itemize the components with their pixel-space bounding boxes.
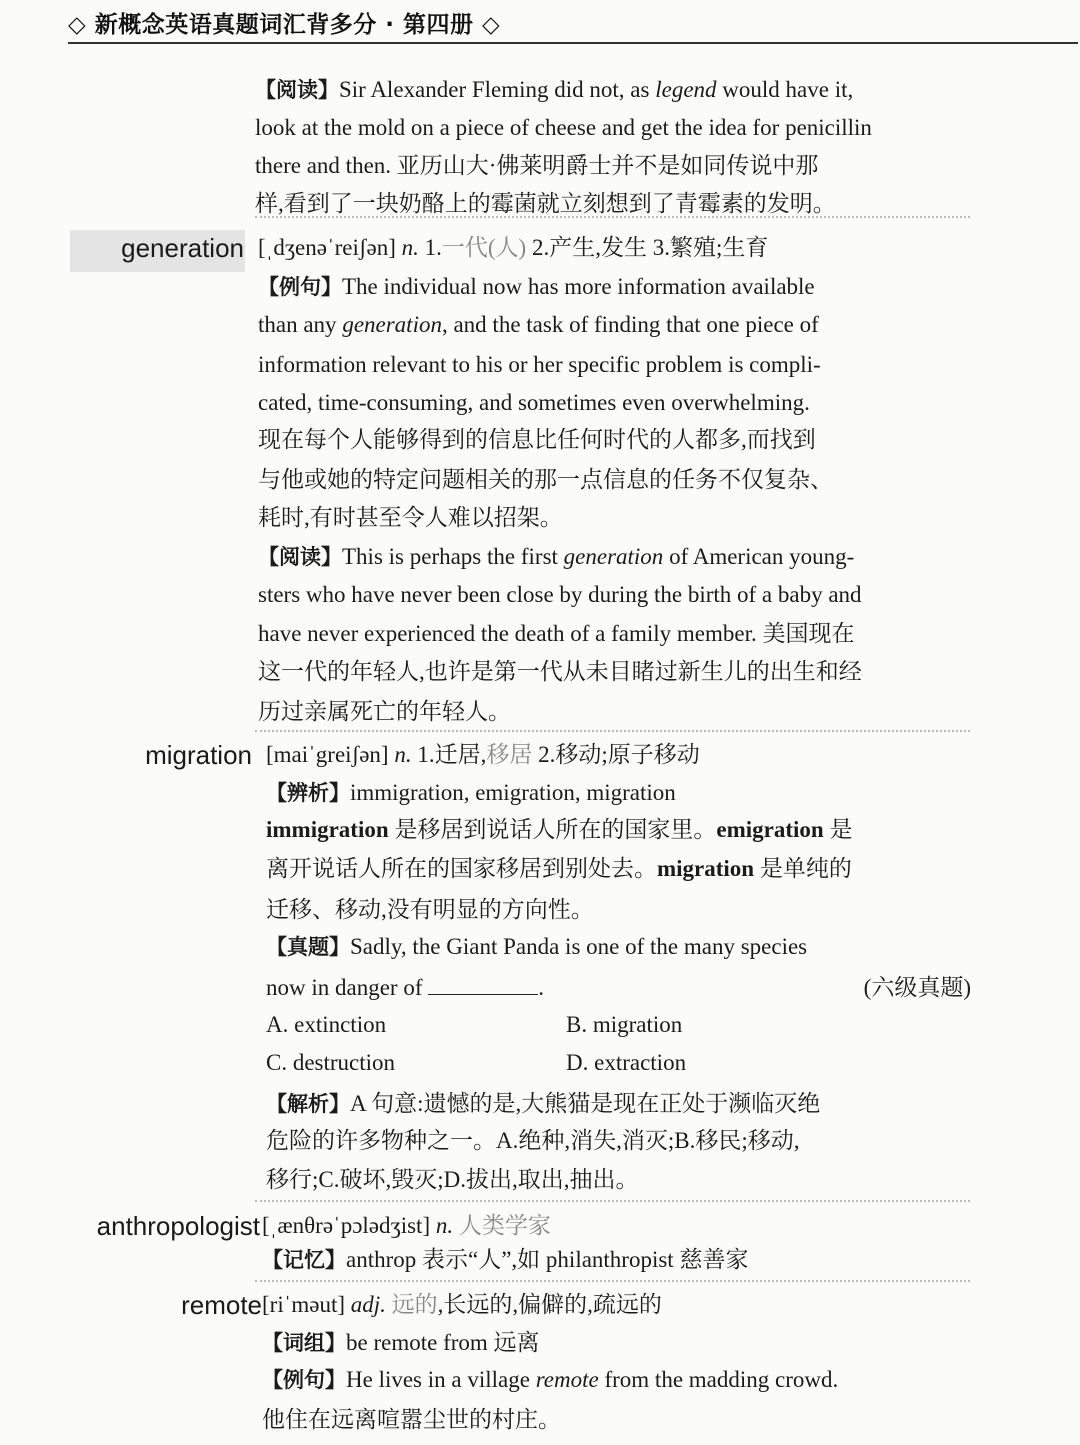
text-segment: 耗时,有时甚至令人难以招架。: [258, 505, 563, 530]
headword: migration: [145, 740, 252, 770]
text-segment: [maiˈgreiʃən]: [266, 742, 395, 767]
text-segment: [riˈməut]: [262, 1292, 351, 1317]
text-line: [266, 853, 852, 885]
text-line: [255, 112, 872, 144]
text-segment: 他住在远离喧嚣尘世的村庄。: [262, 1407, 561, 1432]
text-segment: 历过亲属死亡的年轻人。: [258, 699, 511, 724]
text-segment: The individual now has more information available: [342, 274, 815, 299]
text-segment: 是单纯的: [754, 856, 852, 881]
text-segment: 与他或她的特定问题相关的那一点信息的任务不仅复杂、: [258, 467, 833, 492]
text-segment: emigration: [716, 817, 824, 842]
text-segment: migration: [657, 856, 755, 881]
text-segment: A. extinction: [266, 1012, 387, 1037]
text-segment: n.: [401, 235, 419, 260]
text-segment: 一代(人): [441, 235, 527, 260]
text-line: [266, 1009, 682, 1041]
text-segment: 远的: [391, 1292, 438, 1317]
text-line: [262, 1327, 540, 1359]
text-line: [258, 464, 833, 496]
text-segment: 离开说话人所在的国家移居到别处去。: [266, 856, 657, 881]
text-line: [258, 579, 862, 611]
section-label: 【例句】: [258, 275, 342, 299]
text-cell: [266, 972, 824, 1004]
text-segment: 2.产生,发生 3.繁殖;生育: [526, 235, 769, 260]
text-segment: 迁移、移动,没有明显的方向性。: [266, 897, 594, 922]
answer-option: B. migration: [566, 1012, 683, 1037]
text-line: [258, 502, 563, 534]
text-line: [266, 739, 700, 771]
running-header: ◇ 新概念英语真题词汇背多分 · 第四册 ◇: [68, 12, 501, 38]
text-segment: 是: [823, 817, 853, 842]
text-line: [258, 271, 815, 303]
text-line: [266, 1125, 799, 1157]
section-label: 【辨析】: [266, 781, 350, 805]
text-segment: of American young-: [663, 544, 855, 569]
text-segment: 这一代的年轻人,也许是第一代从未目睹过新生儿的出生和经: [258, 659, 862, 684]
text-segment: 是移居到说话人所在的国家里。: [388, 817, 717, 842]
section-label: 【真题】: [266, 935, 350, 959]
text-line: [262, 1244, 748, 1276]
text-cell: [266, 1009, 566, 1041]
headword: remote: [181, 1290, 262, 1320]
answer-blank: [428, 974, 538, 995]
text-segment: ,长远的,偏僻的,疏远的: [437, 1292, 662, 1317]
text-line: [262, 1364, 838, 1396]
text-line: [266, 1088, 820, 1120]
headword: generation: [121, 233, 244, 263]
text-line: [266, 894, 594, 926]
text-segment: [ˌdʒenəˈreiʃən]: [258, 235, 402, 260]
text-segment: immigration: [266, 817, 389, 842]
text-segment: n.: [394, 742, 412, 767]
text-line: [266, 814, 852, 846]
text-line: [258, 424, 816, 456]
entry-divider: [255, 1280, 970, 1282]
text-segment: .: [538, 975, 544, 1000]
text-segment: anthrop 表示“人”,如 philanthropist 慈善家: [346, 1247, 749, 1272]
text-segment: C. destruction: [266, 1050, 396, 1075]
section-label: 【解析】: [266, 1092, 350, 1116]
text-segment: 现在每个人能够得到的信息比任何时代的人都多,而找到: [258, 427, 816, 452]
text-segment: 人类学家: [458, 1213, 551, 1238]
text-line: [266, 777, 676, 809]
text-cell: [266, 1047, 566, 1079]
text-segment: Sadly, the Giant Panda is one of the many species: [350, 934, 808, 959]
text-line: [255, 150, 818, 182]
text-line: [266, 931, 807, 963]
text-line: [262, 1404, 561, 1436]
text-segment: information relevant to his or her specific problem is compli-: [258, 352, 821, 377]
text-segment: immigration, emigration, migration: [350, 780, 676, 805]
section-label: 【阅读】: [255, 78, 339, 102]
entry-divider: [255, 216, 970, 218]
text-line: [266, 1047, 686, 1079]
text-segment: Sir Alexander Fleming did not, as: [339, 77, 656, 102]
text-segment: , and the task of finding that one piece of: [441, 312, 819, 337]
text-line: [258, 309, 819, 341]
text-segment: than any: [258, 312, 343, 337]
text-line: [258, 232, 768, 264]
text-line: [266, 972, 971, 1004]
text-segment: This is perhaps the first: [342, 544, 564, 569]
headword: anthropologist: [96, 1211, 260, 1241]
answer-option: D. extraction: [566, 1050, 687, 1075]
text-segment: there and then. 亚历山大·佛莱明爵士并不是如同传说中那: [255, 153, 819, 178]
section-label: 【阅读】: [258, 545, 342, 569]
text-segment: 移行;C.破坏,毁灭;D.拔出,取出,抽出。: [266, 1167, 639, 1192]
text-segment: 危险的许多物种之一。A.绝种,消失,消灭;B.移民;移动,: [266, 1128, 800, 1153]
text-segment: 样,看到了一块奶酪上的霉菌就立刻想到了青霉素的发明。: [255, 191, 836, 216]
text-segment: be remote from 远离: [346, 1330, 540, 1355]
entry-divider: [255, 1200, 970, 1202]
text-segment: would have it,: [716, 77, 854, 102]
question-source: (六级真题): [863, 975, 971, 1000]
text-line: [255, 74, 853, 106]
header-rule: [68, 42, 1078, 44]
entry-divider: [255, 730, 970, 732]
text-line: [258, 387, 810, 419]
text-segment: 1.: [418, 235, 442, 260]
text-segment: generation: [342, 312, 442, 337]
text-segment: A 句意:遗憾的是,大熊猫是现在正处于濒临灭绝: [350, 1091, 821, 1116]
section-label: 【词组】: [262, 1331, 346, 1355]
section-label: 【记忆】: [262, 1248, 346, 1272]
text-line: [258, 349, 821, 381]
text-segment: 2.移动;原子移动: [532, 742, 700, 767]
text-segment: sters who have never been close by during the birth of a baby and: [258, 582, 862, 607]
text-segment: look at the mold on a piece of cheese and get the idea for penicillin: [255, 115, 872, 140]
text-line: [258, 656, 862, 688]
text-segment: have never experienced the death of a family member. 美国现在: [258, 621, 855, 646]
text-segment: 1.迁居,: [411, 742, 487, 767]
text-segment: generation: [563, 544, 664, 569]
section-label: 【例句】: [262, 1368, 346, 1392]
text-line: [266, 1164, 638, 1196]
text-segment: from the madding crowd.: [598, 1367, 839, 1392]
text-segment: now in danger of: [266, 975, 429, 1000]
text-segment: remote: [535, 1367, 599, 1392]
text-line: [258, 696, 511, 728]
text-segment: 移居: [486, 742, 533, 767]
text-segment: legend: [655, 77, 717, 102]
text-line: [258, 541, 854, 573]
text-line: [262, 1210, 551, 1242]
text-segment: He lives in a village: [346, 1367, 536, 1392]
text-segment: n.: [435, 1213, 454, 1238]
text-segment: cated, time-consuming, and sometimes even overwhelming.: [258, 390, 810, 415]
text-segment: adj.: [350, 1292, 386, 1317]
text-line: [258, 618, 854, 650]
text-line: [262, 1289, 662, 1321]
text-segment: [ˌænθrəˈpɔlədʒist]: [262, 1213, 436, 1238]
